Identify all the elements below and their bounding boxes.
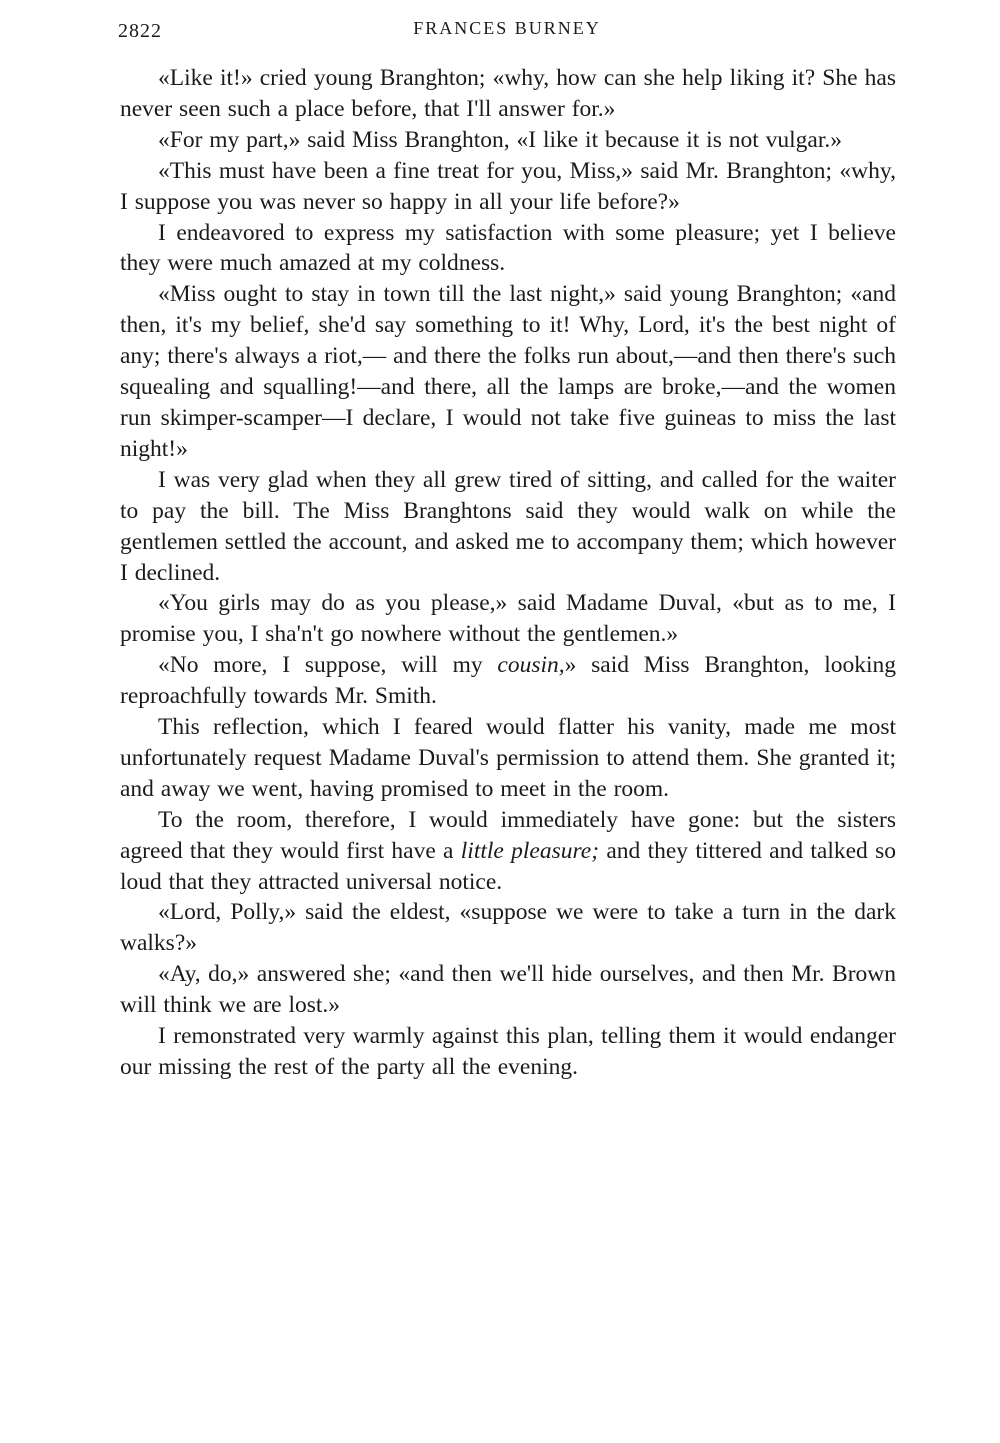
paragraph: «This must have been a fine treat for you, Miss,» said Mr. Branghton; «why, I suppose you was never so happy in all your life before?»	[120, 157, 896, 215]
page-number: 2822	[118, 20, 162, 42]
running-title: FRANCES BURNEY	[413, 18, 601, 38]
paragraph: «For my part,» said Miss Branghton, «I like it because it is not vulgar.»	[158, 126, 842, 153]
body-text	[120, 63, 896, 1083]
paragraph: I remonstrated very warmly against this plan, telling them it would endanger our missing the rest of the party all the evening.	[120, 1023, 896, 1080]
italic-text: cousin,	[497, 652, 565, 679]
text-run: To the room, therefore, I would immediately have gone: but the sisters agreed that they would first have a	[120, 806, 896, 864]
paragraph: I was very glad when they all grew tired of sitting, and called for the waiter to pay the bill. The Miss Branghtons said they would walk on while the gentlemen settled the account, and asked me to accompany them; which however I declined.	[120, 466, 896, 586]
running-head	[118, 16, 896, 46]
italic-text: little pleasure;	[460, 837, 600, 864]
paragraph: «Like it!» cried young Branghton; «why, how can she help liking it? She has never seen such a place before, that I'll answer for.»	[120, 65, 896, 122]
paragraph: «You girls may do as you please,» said Madame Duval, «but as to me, I promise you, I sha'n't go nowhere without the gentlemen.»	[120, 590, 896, 648]
paragraph: I endeavored to express my satisfaction with some pleasure; yet I believe they were much amazed at my coldness.	[120, 219, 896, 277]
paragraph: «Miss ought to stay in town till the last night,» said young Branghton; «and then, it's my belief, she'd say something to it! Why, Lord, it's the best night of any; there's always a riot,— and there the folks run about,—and then there's such squealing and squalling!—and there, all the lamps are broke,—and the women run skimper-scamper—I declare, I would not take five guineas to miss the last night!»	[120, 281, 896, 462]
paragraph	[120, 650, 896, 712]
text-run: «No more, I suppose, will my	[158, 652, 498, 679]
text-run: and they tittered and talked so loud that they attracted universal notice.	[120, 837, 897, 895]
paragraph: «Ay, do,» answered she; «and then we'll hide ourselves, and then Mr. Brown will think we are lost.»	[120, 961, 896, 1019]
text-run: » said Miss Branghton, looking reproachfully towards Mr. Smith.	[120, 652, 896, 710]
paragraph: This reflection, which I feared would flatter his vanity, made me most unfortunately request Madame Duval's permission to attend them. She granted it; and away we went, having promised to meet in the room.	[120, 714, 896, 802]
paragraph	[120, 805, 896, 898]
paragraph: «Lord, Polly,» said the eldest, «suppose we were to take a turn in the dark walks?»	[120, 899, 896, 957]
